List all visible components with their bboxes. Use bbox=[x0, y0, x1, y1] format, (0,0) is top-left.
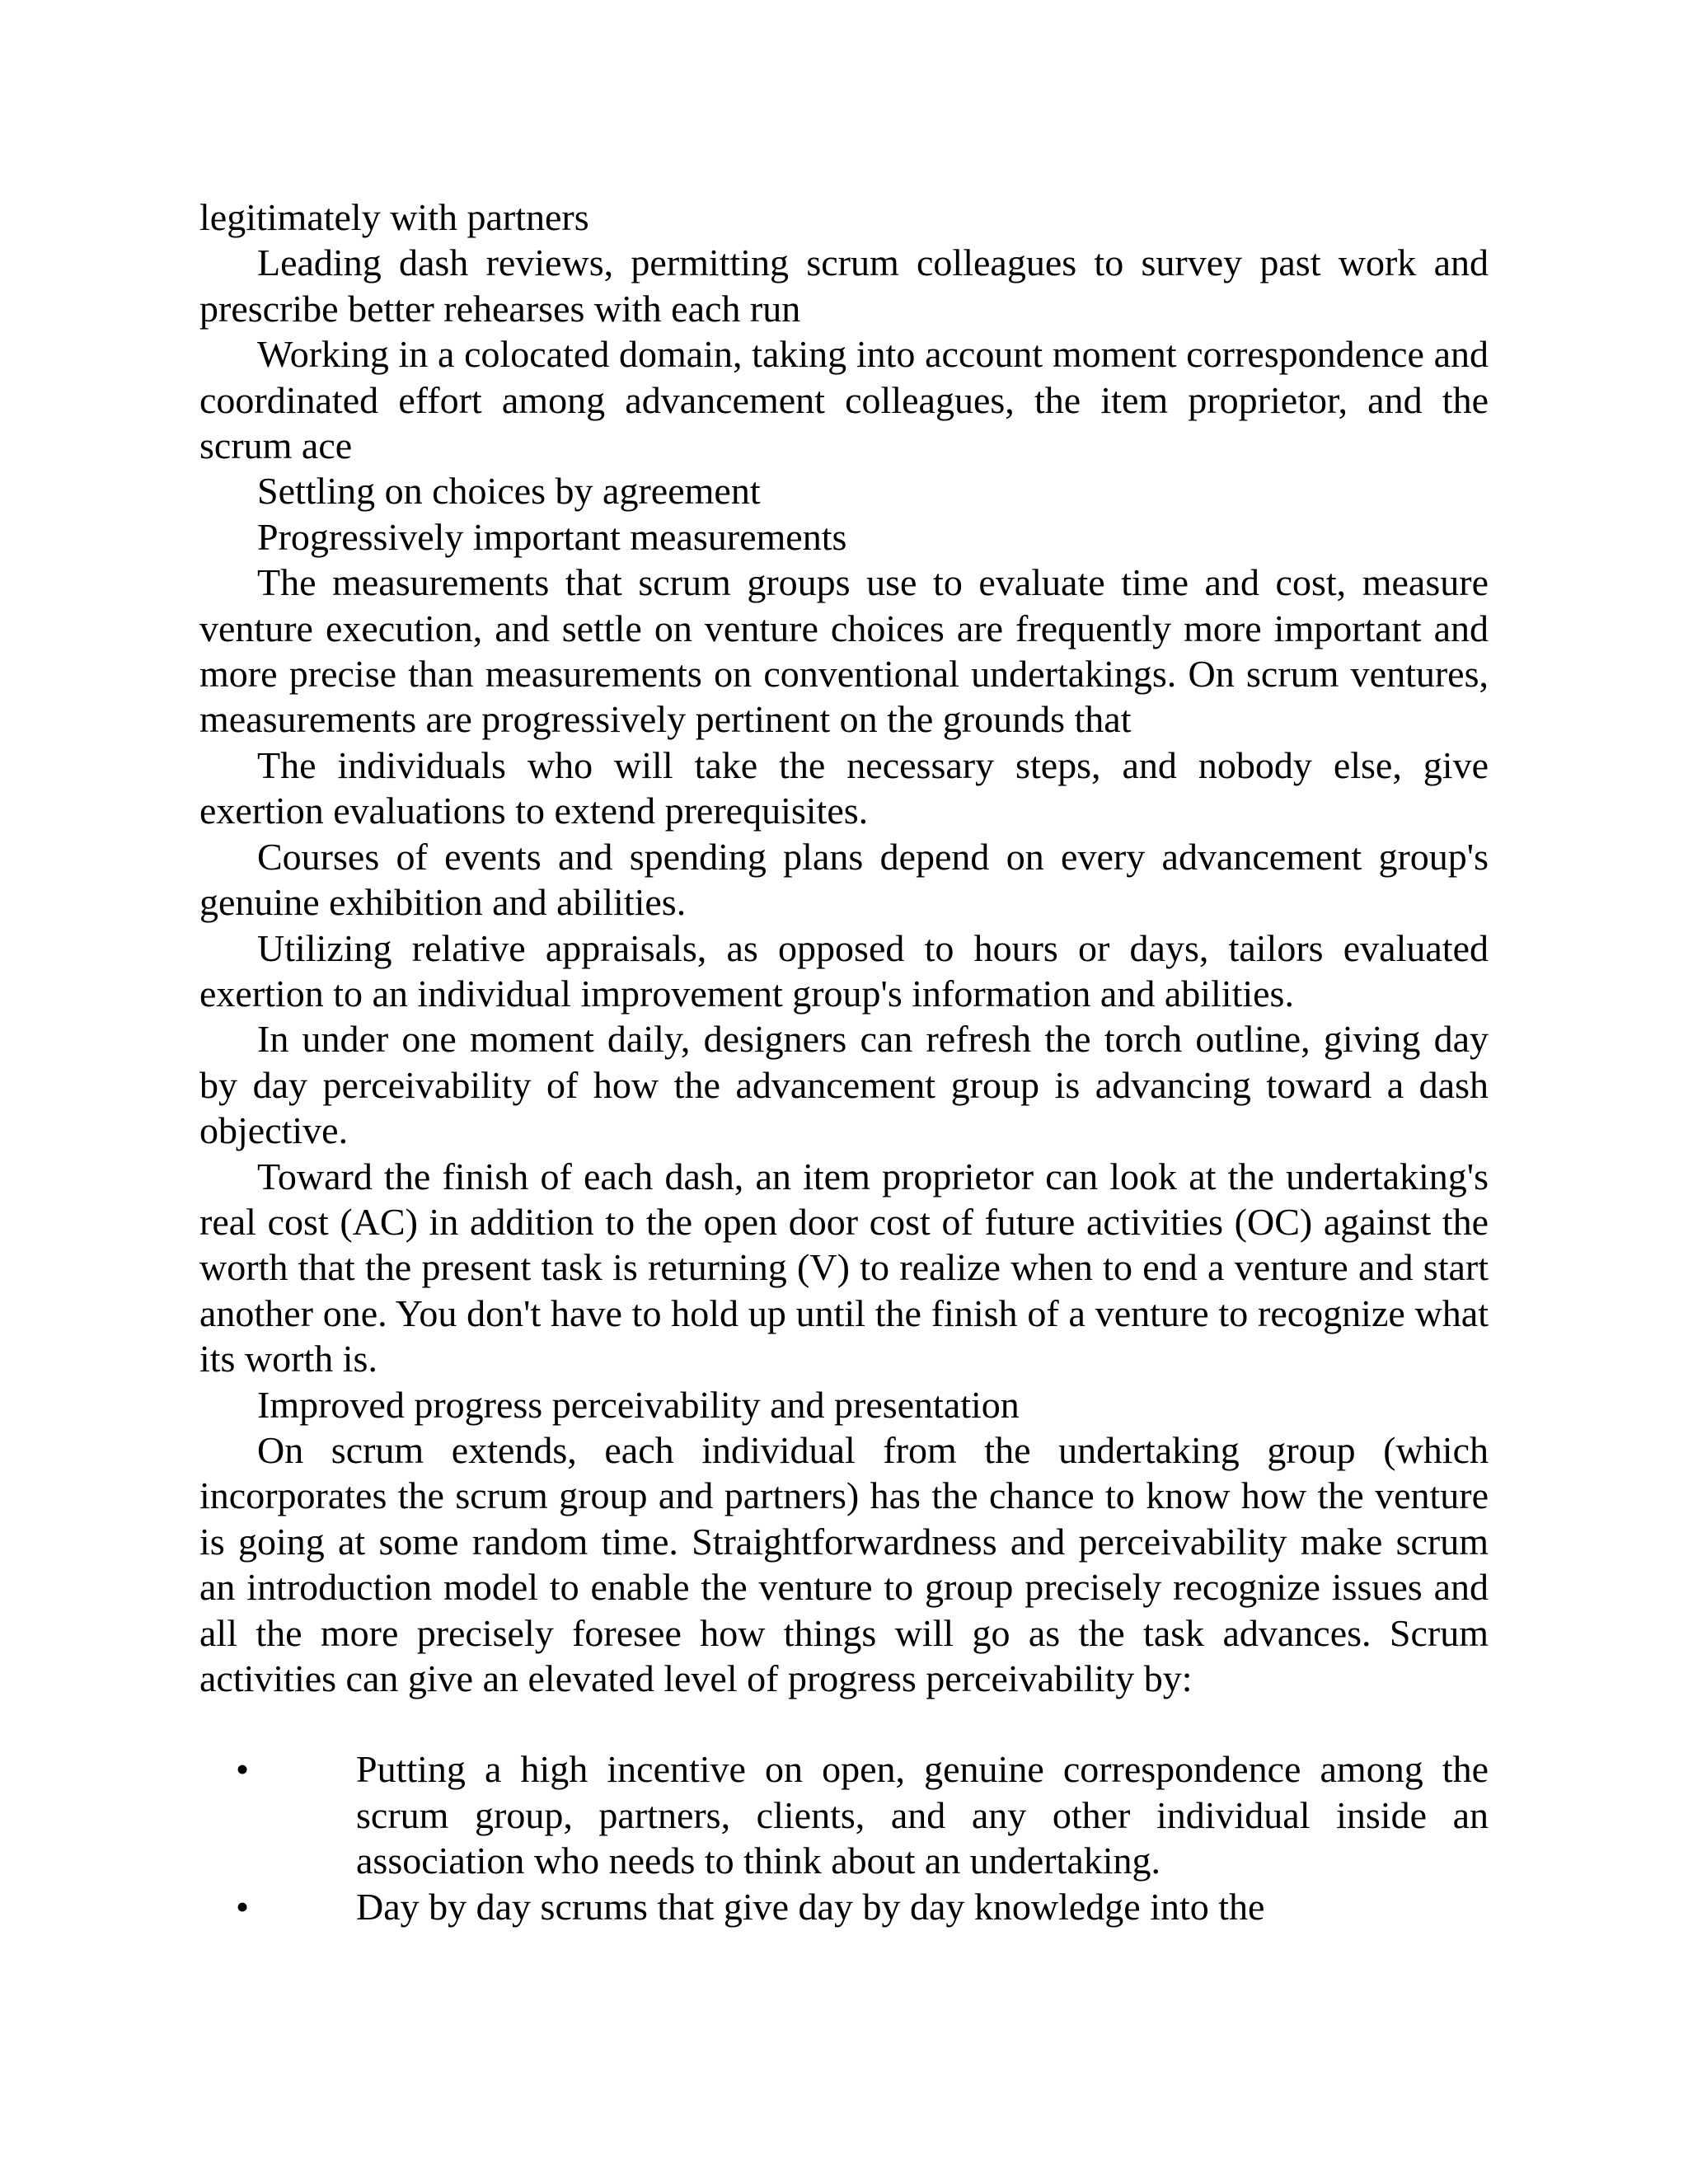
paragraph: In under one moment daily, designers can refresh the torch outline, giving day by day perceivability of how the advancement group is advancing toward a dash objective. bbox=[199, 1018, 1489, 1152]
document-page bbox=[199, 194, 1489, 1929]
paragraph: On scrum extends, each individual from the undertaking group (which incorporates the scrum group and partners) has the chance to know how the venture is going at some random time. Straightforwardness and perceivability make scrum an introduction model to enable the venture to group precisely recognize issues and all the more precisely foresee how things will go as the task advances. Scrum activities can give an elevated level of progress perceivability by: bbox=[199, 1428, 1489, 1699]
bullet-icon: • bbox=[236, 1748, 250, 1791]
paragraph: Utilizing relative appraisals, as opposed to hours or days, tailors evaluated exertion to an individual improvement group's information and abilities. bbox=[199, 926, 1489, 1015]
paragraph: Leading dash reviews, permitting scrum colleagues to survey past work and prescribe better rehearses with each run bbox=[199, 241, 1489, 330]
list-item-text: Day by day scrums that give day by day knowledge into the bbox=[356, 1885, 1265, 1928]
paragraph: The measurements that scrum groups use to evaluate time and cost, measure venture execution, and settle on venture choices are frequently more important and more precise than measurements on conventional undertakings. On scrum ventures, measurements are progressively pertinent on the grounds that bbox=[199, 561, 1489, 741]
paragraph: The individuals who will take the necessary steps, and nobody else, give exertion evaluations to extend prerequisites. bbox=[199, 743, 1489, 832]
section-heading: Improved progress perceivability and presentation bbox=[257, 1383, 1020, 1426]
bullet-icon: • bbox=[236, 1885, 250, 1928]
list-item bbox=[199, 1746, 1489, 1883]
section-heading: Progressively important measurements bbox=[257, 515, 847, 558]
paragraph: Working in a colocated domain, taking into account moment correspondence and coordinated effort among advancement colleagues, the item proprietor, and the scrum ace bbox=[199, 333, 1489, 467]
list-item-text: Putting a high incentive on open, genuine correspondence among the scrum group, partners, clients, and any other individual inside an association who needs to think about an undertaking. bbox=[356, 1748, 1489, 1882]
paragraph: Courses of events and spending plans depend on every advancement group's genuine exhibition and abilities. bbox=[199, 835, 1489, 924]
paragraph: Toward the finish of each dash, an item proprietor can look at the undertaking's real cost (AC) in addition to the open door cost of future activities (OC) against the worth that the present task is returning (V) to realize when to end a venture and start another one. You don't have to hold up until the finish of a venture to recognize what its worth is. bbox=[199, 1155, 1489, 1380]
bullet-list bbox=[199, 1746, 1489, 1929]
paragraph-continuation: legitimately with partners bbox=[199, 196, 589, 238]
paragraph: Settling on choices by agreement bbox=[257, 470, 761, 513]
list-item bbox=[199, 1884, 1489, 1929]
